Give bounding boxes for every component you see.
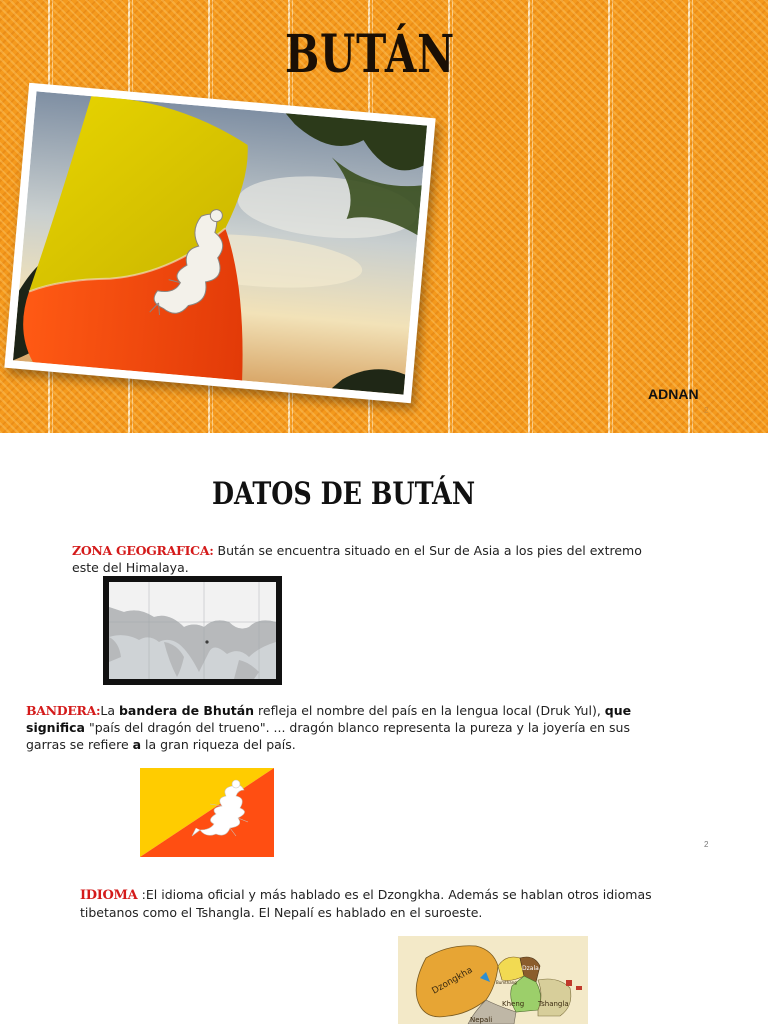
asia-locator-map (103, 576, 282, 685)
idioma-paragraph (80, 886, 680, 921)
language-map-image (398, 936, 588, 1024)
bandera-label: BANDERA: (26, 703, 101, 718)
bandera-text-4: la gran riqueza del país. (141, 737, 296, 752)
page-number: 2 (704, 406, 709, 415)
language-map (398, 936, 588, 1024)
slide-title: BUTÁN (284, 24, 456, 85)
map-label-tshangla: Tshangla (538, 1000, 569, 1008)
bandera-bold-1: bandera de Bhután (118, 703, 255, 718)
bandera-paragraph (26, 702, 636, 753)
zona-text: Bután se encuentra situado en el Sur de Asia a los pies del extremo este del Himalaya. (72, 543, 642, 575)
zona-label: ZONA GEOGRAFICA: (72, 543, 214, 558)
flag-photo-image (13, 91, 427, 394)
map-label-dzongkha: Dzongkha (430, 965, 475, 997)
bhutan-flag-image (140, 768, 274, 857)
bandera-text-2: refleja el nombre del país en la lengua local (Druk Yul), (254, 703, 605, 718)
idioma-label: IDIOMA (80, 888, 142, 903)
zona-geografica-paragraph (72, 542, 652, 576)
page-number: 2 (704, 840, 709, 849)
title-slide (0, 0, 768, 433)
bandera-text-1: La (100, 703, 119, 718)
map-label-kheng: Kheng (502, 1000, 525, 1008)
asia-map-image (109, 582, 276, 679)
map-label-nepali: Nepali (470, 1016, 493, 1024)
map-label-bumthang: Bumthang (496, 980, 517, 985)
bandera-bold-2: que significa (26, 703, 632, 735)
bandera-bold-3: a (132, 737, 142, 752)
author-name: ADNAN (648, 386, 699, 402)
map-label-dzala: Dzala (522, 965, 539, 972)
section-title: DATOS DE BUTÁN (212, 476, 476, 512)
bhutan-flag (140, 768, 274, 857)
idioma-text: :El idioma oficial y más hablado es el Dzongkha. Además se hablan otros idiomas tibetanos como el Tshangla. El Nepalí es hablado en el suroeste. (80, 887, 652, 920)
bandera-text-3: "país del dragón del trueno". ... dragón blanco representa la pureza y la joyería en sus garras se refiere (26, 720, 630, 752)
waving-flag-photo (4, 83, 435, 403)
